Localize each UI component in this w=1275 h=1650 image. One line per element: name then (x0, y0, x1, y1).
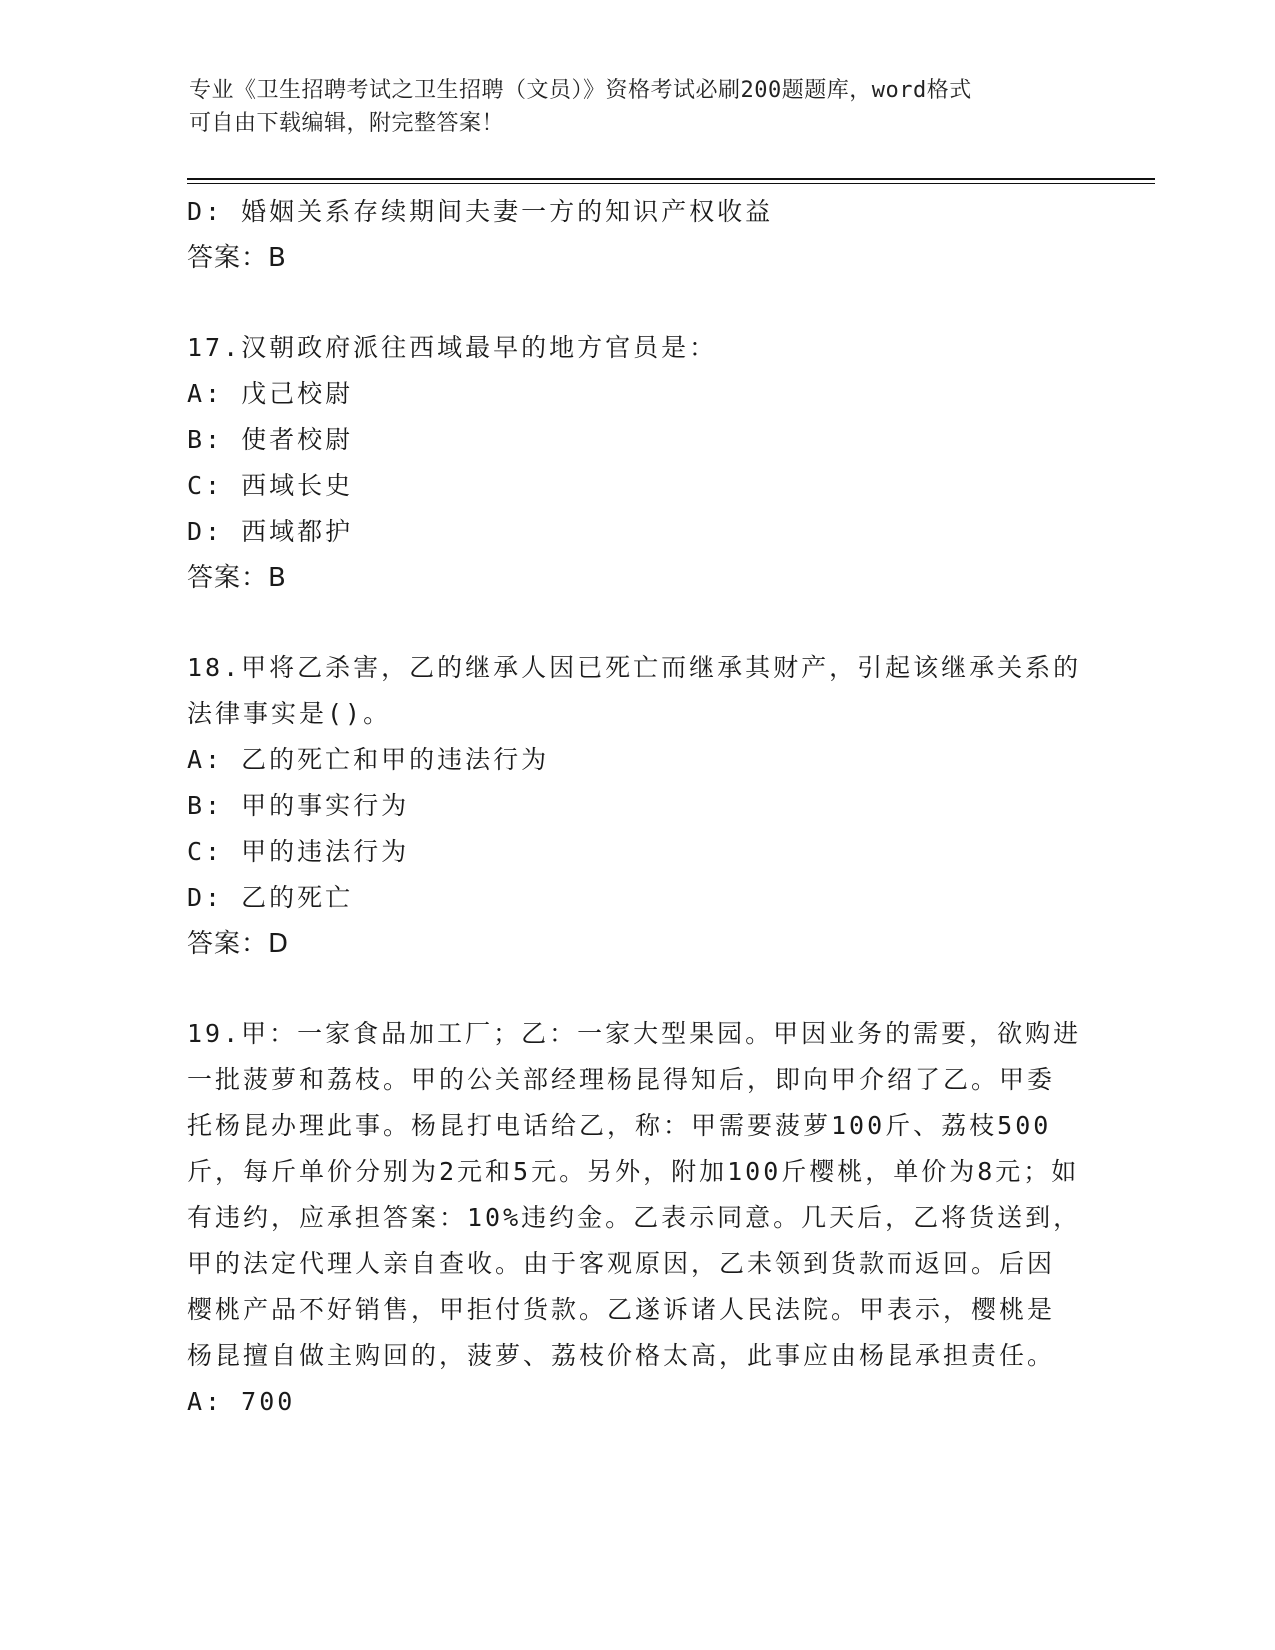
header-title-line-1: 专业《卫生招聘考试之卫生招聘（文员）》资格考试必刷200题题库，word格式 (189, 78, 972, 103)
question-17-option-b: B: 使者校尉 (187, 425, 354, 454)
question-17-option-c: C: 西域长史 (187, 471, 354, 500)
question-18-text: 18.甲将乙杀害，乙的继承人因已死亡而继承其财产，引起该继承关系的法律事实是()。 (187, 653, 1082, 728)
question-18 (187, 645, 1087, 967)
question-18-option-d: D: 乙的死亡 (187, 883, 354, 912)
spacer (187, 281, 1087, 325)
prev-answer: 答案：B (187, 243, 287, 273)
question-19-text: 19.甲：一家食品加工厂；乙：一家大型果园。甲因业务的需要，欲购进一批菠萝和荔枝。甲的公关部经理杨昆得知后，即向甲介绍了乙。甲委托杨昆办理此事。杨昆打电话给乙，称：甲需要菠萝100斤、荔枝500斤，每斤单价分别为2元和5元。另外，附加100斤樱桃，单价为8元；如有违约，应承担答案：10%违约金。乙表示同意。几天后，乙将货送到，甲的法定代理人亲自查收。由于客观原因，乙未领到货款而返回。后因樱桃产品不好销售，甲拒付货款。乙遂诉诸人民法院。甲表示，樱桃是杨昆擅自做主购回的，菠萝、荔枝价格太高，此事应由杨昆承担责任。 (187, 1019, 1082, 1370)
question-19-option-a: A: 700 (187, 1387, 296, 1416)
document-body (187, 189, 1087, 1425)
question-17-option-d: D: 西域都护 (187, 517, 354, 546)
question-17-text: 17.汉朝政府派往西域最早的地方官员是： (187, 333, 718, 362)
header-divider-thin (187, 183, 1155, 184)
page-header (189, 74, 1089, 140)
prev-option-d: D: 婚姻关系存续期间夫妻一方的知识产权收益 (187, 197, 774, 226)
question-18-option-c: C: 甲的违法行为 (187, 837, 410, 866)
question-19 (187, 1011, 1087, 1425)
header-title-line-2: 可自由下载编辑，附完整答案！ (189, 111, 505, 136)
question-17 (187, 325, 1087, 601)
question-18-answer: 答案：D (187, 929, 290, 959)
header-divider-thick (187, 178, 1155, 180)
question-18-option-b: B: 甲的事实行为 (187, 791, 410, 820)
spacer (187, 601, 1087, 645)
question-17-answer: 答案：B (187, 563, 287, 593)
spacer (187, 967, 1087, 1011)
question-17-option-a: A: 戊己校尉 (187, 379, 354, 408)
question-18-option-a: A: 乙的死亡和甲的违法行为 (187, 745, 550, 774)
